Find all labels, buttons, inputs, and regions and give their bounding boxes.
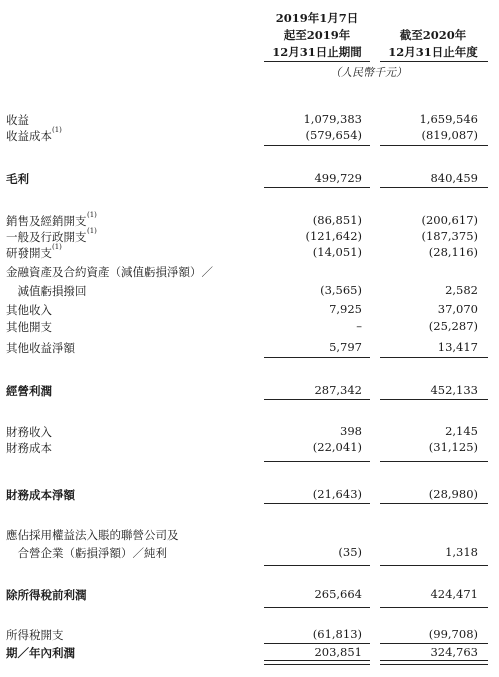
rule-line [264, 357, 370, 358]
row-label: 減值虧損撥回 [6, 284, 87, 298]
rule-line [264, 399, 370, 400]
value-2019: (14,051) [312, 245, 362, 259]
row-label: 財務成本淨額 [6, 488, 75, 502]
value-2019: 203,851 [314, 645, 362, 659]
rule-line [380, 187, 488, 188]
rule-line [264, 643, 370, 644]
column-header-line: 12月31日止年度 [388, 45, 478, 59]
rule-line [380, 503, 488, 504]
double-rule [264, 660, 370, 665]
table-row [0, 283, 499, 300]
rule-line [380, 607, 488, 608]
table-row [0, 171, 499, 188]
value-2019: (86,851) [312, 213, 362, 227]
header-underline [380, 61, 488, 62]
table-row [0, 112, 499, 129]
rule-line [264, 461, 370, 462]
rule-line [264, 503, 370, 504]
value-2020: 13,417 [437, 340, 478, 354]
rule-line [380, 643, 488, 644]
table-row: 研發開支 (1) (14,051) (28,116) [6, 243, 478, 260]
table-row [0, 424, 499, 441]
rule-line [380, 461, 488, 462]
table-row [0, 319, 499, 336]
row-label: 經營利潤 [6, 384, 52, 398]
value-2020: 37,070 [437, 302, 478, 316]
value-2019: (22,041) [312, 440, 362, 454]
table-row [0, 302, 499, 319]
value-2019: 7,925 [329, 302, 362, 316]
value-2019: 499,729 [314, 171, 362, 185]
row-label: 合營企業（虧損淨額）／純利 [6, 546, 167, 560]
rule-line [380, 357, 488, 358]
value-2020: 2,145 [445, 424, 478, 438]
rule-line [264, 607, 370, 608]
row-label: 財務收入 [6, 425, 52, 439]
rule-line [264, 565, 370, 566]
row-label: 期／年內利潤 [6, 646, 75, 660]
double-rule [380, 660, 488, 665]
table-row [0, 587, 499, 604]
value-2019: 398 [340, 424, 362, 438]
rule-line [264, 145, 370, 146]
row-label: 收益成本 [6, 129, 52, 143]
value-2019: 5,797 [329, 340, 362, 354]
table-row [0, 264, 499, 281]
value-2020: 324,763 [430, 645, 478, 659]
value-2020: (28,980) [428, 487, 478, 501]
value-2020: (25,287) [428, 319, 478, 333]
value-2019: 265,664 [314, 587, 362, 601]
row-label: 一般及行政開支 [6, 230, 87, 244]
rule-line [380, 399, 488, 400]
value-2020: 2,582 [445, 283, 478, 297]
value-2020: (819,087) [421, 128, 478, 142]
value-2020: (200,617) [421, 213, 478, 227]
unit-label: （人民幣千元） [330, 66, 407, 79]
table-row [0, 527, 499, 544]
row-label: 銷售及經銷開支 [6, 214, 87, 228]
table-row: 一般及行政開支 (1) (121,642) (187,375) [6, 227, 478, 244]
column-header-period [262, 10, 372, 61]
rule-line [380, 145, 488, 146]
column-header-year [378, 27, 488, 61]
table-row [0, 627, 499, 644]
table-row [0, 340, 499, 357]
table-row: 銷售及經銷開支 (1) (86,851) (200,617) [6, 211, 478, 228]
value-2019: 1,079,383 [303, 112, 362, 126]
row-label: 其他收入 [6, 303, 52, 317]
column-header-line: 12月31日止期間 [272, 45, 362, 59]
table-row [0, 383, 499, 400]
value-2020: 840,459 [430, 171, 478, 185]
row-label: 金融資產及合約資產（減值虧損淨額）／ [6, 265, 213, 279]
row-label: 所得稅開支 [6, 628, 64, 642]
value-2020: 1,659,546 [419, 112, 478, 126]
value-2019: (121,642) [305, 229, 362, 243]
value-2020: (28,116) [428, 245, 478, 259]
table-row [0, 487, 499, 504]
value-2019: – [356, 319, 362, 333]
table-row: 收益成本 (1) (579,654) (819,087) [6, 126, 478, 143]
row-label: 應佔採用權益法入賬的聯營公司及 [6, 528, 179, 542]
row-label: 除所得稅前利潤 [6, 588, 87, 602]
value-2019: (21,643) [312, 487, 362, 501]
value-2020: 1,318 [445, 545, 478, 559]
rule-line [264, 187, 370, 188]
rule-line [380, 565, 488, 566]
value-2019: (35) [338, 545, 362, 559]
row-label: 財務成本 [6, 441, 52, 455]
value-2019: (61,813) [312, 627, 362, 641]
value-2019: (579,654) [305, 128, 362, 142]
value-2019: (3,565) [320, 283, 362, 297]
table-row [0, 545, 499, 562]
column-header-line: 截至2020年 [399, 28, 467, 42]
column-header-line: 起至2019年 [283, 28, 351, 42]
row-label: 收益 [6, 113, 29, 127]
value-2019: 287,342 [314, 383, 362, 397]
table-row [0, 440, 499, 457]
row-label: 其他開支 [6, 320, 52, 334]
row-label: 毛利 [6, 172, 29, 186]
value-2020: (187,375) [421, 229, 478, 243]
header-underline [264, 61, 370, 62]
row-label: 其他收益淨額 [6, 341, 75, 355]
value-2020: 452,133 [430, 383, 478, 397]
value-2020: (31,125) [428, 440, 478, 454]
row-label: 研發開支 [6, 246, 52, 260]
column-header-line: 2019年1月7日 [275, 11, 359, 25]
value-2020: (99,708) [428, 627, 478, 641]
value-2020: 424,471 [430, 587, 478, 601]
